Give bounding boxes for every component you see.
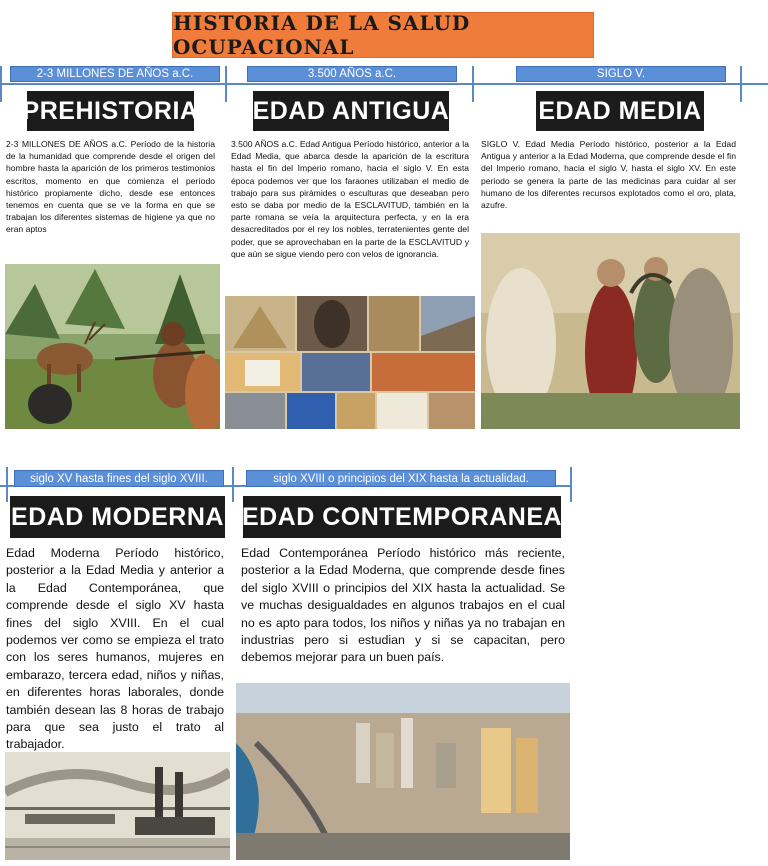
timeline-tick (0, 66, 2, 102)
illustration-prehistoria (5, 264, 220, 429)
date-label-edad-moderna: siglo XV hasta fines del siglo XVIII. (14, 470, 224, 487)
text-prehistoria: 2-3 MILLONES DE AÑOS a.C. Período de la historia de la humanidad que comprende desde el origen del hombre hasta la aparición de los primeros testimonios escritos, momento en que comienza el período histórico propiamente dicho, desde ese entonces tenemos en cuenta que se ve la forma en que se trabajan los diferentes sistemas de higiene ya que no eran aptos (6, 139, 215, 235)
text-edad-media: SIGLO V. Edad Media Período histórico, posterior a la Edad Antigua y anterior a la Edad Moderna, que comprende desde el fin del Imperio romano, hacia el siglo V, hasta el siglo XV. En este periodo se genera la parte de las medicinas para cuidar al ser humano de los diferentes recursos explotados como el oro, plata, azufre. (481, 139, 736, 211)
date-label-edad-antigua: 3.500 AÑOS a.C. (247, 66, 457, 82)
timeline-tick (570, 467, 572, 502)
timeline-tick (225, 66, 227, 102)
timeline-tick (472, 66, 474, 102)
text-edad-antigua: 3.500 AÑOS a.C. Edad Antigua Período histórico, anterior a la Edad Media, que abarca desde la aparición de la escritura hasta el fin del Imperio romano, hacia el siglo V. En esta época podemos ver que los faraones utilizaban el medio de trabajo para sus pirámides o esculturas que deseaban pero esto se daba por medio de la ESCLAVITUD, también en la parte romana se veía la arquitectura perfecta, y en la era desacreditados por el rey los nobles, terratenientes gente del poder, que se aprovechaban en la parte de la ESCLAVITUD y que aún se sigue viendo pero con velos de ignorancia. (231, 139, 469, 259)
era-title-edad-contemporanea: EDAD CONTEMPORANEA (243, 496, 561, 538)
illustration-edad-moderna (5, 752, 230, 860)
timeline-top (0, 83, 768, 85)
text-edad-moderna: Edad Moderna Período histórico, posterior a la Edad Media y anterior a la Edad Contemporánea, que comprende desde el siglo XV hasta fines del siglo XVIII. En el cual podemos ver como se empieza el trato con los seres humanos, mujeres en embarazo, tercera edad, niños y niñas, en diferentes horas laborales, donde también desean las 8 horas de trabajo para que sea justo el trato al trabajador. (6, 546, 224, 752)
illustration-edad-antigua (225, 296, 475, 429)
title-banner (172, 12, 594, 58)
timeline-tick (6, 467, 8, 502)
page-title: HISTORIA DE LA SALUD OCUPACIONAL (173, 11, 471, 59)
illustration-edad-contemporanea (236, 683, 570, 860)
illustration-edad-media (481, 233, 740, 429)
date-label-edad-contemporanea: siglo XVIII o principios del XIX hasta la actualidad. (246, 470, 556, 487)
timeline-tick (232, 467, 234, 502)
date-label-edad-media: SIGLO V. (516, 66, 726, 82)
era-title-edad-media: EDAD MEDIA (536, 91, 704, 131)
era-title-prehistoria: PREHISTORIA (27, 91, 194, 131)
timeline-tick (740, 66, 742, 102)
text-edad-contemporanea: Edad Contemporánea Período histórico más reciente, posterior a la Edad Moderna, que comprende desde fines del siglo XVIII o principios del XIX hasta la actualidad. Se ve muchas desigualdades en algunos trabajos en el cual no es apto para todos, los niños y niñas ya no trabajan en industrias pero si estudian y si se capacitan, pero debemos mejorar para un buen país. (241, 546, 565, 665)
date-label-prehistoria: 2-3 MILLONES DE AÑOS a.C. (10, 66, 220, 82)
era-title-edad-antigua: EDAD ANTIGUA (253, 91, 449, 131)
era-title-edad-moderna: EDAD MODERNA (10, 496, 225, 538)
